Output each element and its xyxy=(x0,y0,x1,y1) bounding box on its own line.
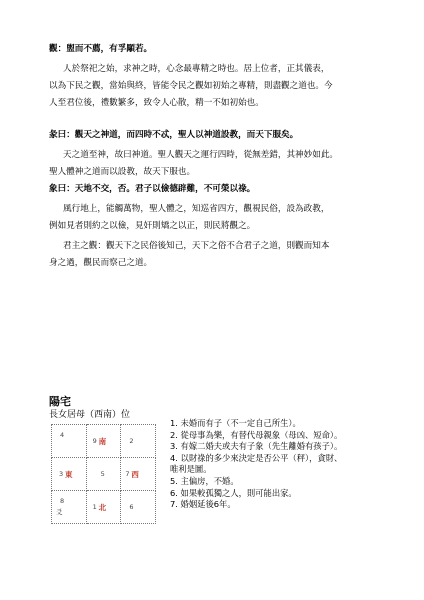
cell-number: 2 xyxy=(129,437,134,445)
heading-tuan: 彖曰：觀天之神道，而四時不忒，聖人以神道設教，而天下服矣。 xyxy=(49,130,299,140)
direction-west: 西 xyxy=(131,470,139,479)
list-item: 6. 如果較孤獨之人，則可能出家。 xyxy=(170,487,297,498)
section-subtitle: 長女居母（西南）位 xyxy=(49,410,131,420)
direction-east: 東 xyxy=(65,470,73,479)
heading-xiang: 象曰：天地不交，否。君子以儉德辟難，不可榮以祿。 xyxy=(49,184,256,194)
list-item: 5. 主偏房，不婚。 xyxy=(170,475,239,486)
cell-number: 6 xyxy=(129,503,134,511)
list-item: 3. 有嫁二婚夫或夫有子象（先生離婚有孩子）。 xyxy=(170,441,343,452)
direction-south: 南 xyxy=(98,437,107,446)
yao-symbol: 爻 xyxy=(56,508,63,516)
paragraph-line: 例如見者則約之以儉，見奸則矯之以正，則民將觀之。 xyxy=(49,221,256,231)
list-item: 唯利是圖。 xyxy=(170,464,212,475)
grid-cell-3-east xyxy=(52,458,87,491)
paragraph-line: 身之過，觀民而察己之道。 xyxy=(49,258,153,268)
nine-palace-grid xyxy=(51,424,156,524)
grid-cell-7-west xyxy=(121,458,156,491)
list-item: 2. 從母事為樂，有替代母親象（母凶、短命）。 xyxy=(170,429,343,440)
grid-cell-8 xyxy=(52,491,87,524)
section-title: 陽宅 xyxy=(49,395,71,408)
grid-cell-1-north xyxy=(86,491,121,524)
cell-number: 3 xyxy=(59,470,64,478)
paragraph-line: 以為下民之觀，當始與終，皆能令民之觀如初始之專精，則盡觀之道也。今 xyxy=(49,81,333,91)
notes-list xyxy=(170,418,342,511)
cell-number: 7 xyxy=(125,470,130,478)
cell-number: 9 xyxy=(92,437,97,445)
paragraph-line: 人於祭祀之始，求神之時，心念最專精之時也。居上位者，正其儀表， xyxy=(63,64,330,74)
cell-number: 4 xyxy=(60,431,65,439)
cell-number: 1 xyxy=(92,503,97,511)
list-item: 7. 婚姻延後6年。 xyxy=(170,499,236,510)
grid-cell-9-south xyxy=(86,425,121,458)
list-item: 1. 未婚而有子（不一定自己所生）。 xyxy=(170,418,301,428)
grid-cell-2 xyxy=(121,425,156,458)
cell-number: 8 xyxy=(60,497,65,505)
grid-cell-4 xyxy=(52,425,87,458)
paragraph-line: 君主之觀：觀天下之民俗後知己，天下之俗不合君子之道，則觀而知本 xyxy=(63,241,330,251)
paragraph-line: 天之道至神，故曰神道。聖人觀天之運行四時，從無差錯，其神妙如此。 xyxy=(63,150,339,160)
paragraph-line: 聖人體神之道而以設教，故天下服也。 xyxy=(49,167,196,177)
grid-cell-5 xyxy=(86,458,121,491)
direction-north: 北 xyxy=(98,503,107,512)
paragraph-line: 風行地上，能觸萬物，聖人體之，知巡省四方，觀視民俗，設為政教， xyxy=(63,204,330,214)
heading-guan: 觀：盥而不薦，有孚顒若。 xyxy=(49,44,153,54)
list-item: 4. 以財祿的多少來決定是否公平（秤），貪財、 xyxy=(170,452,343,463)
paragraph-line: 人至君位後，禮數繁多，致令人心散，精一不如初始也。 xyxy=(49,98,264,108)
grid-cell-6 xyxy=(121,491,156,524)
cell-number: 5 xyxy=(100,470,105,478)
